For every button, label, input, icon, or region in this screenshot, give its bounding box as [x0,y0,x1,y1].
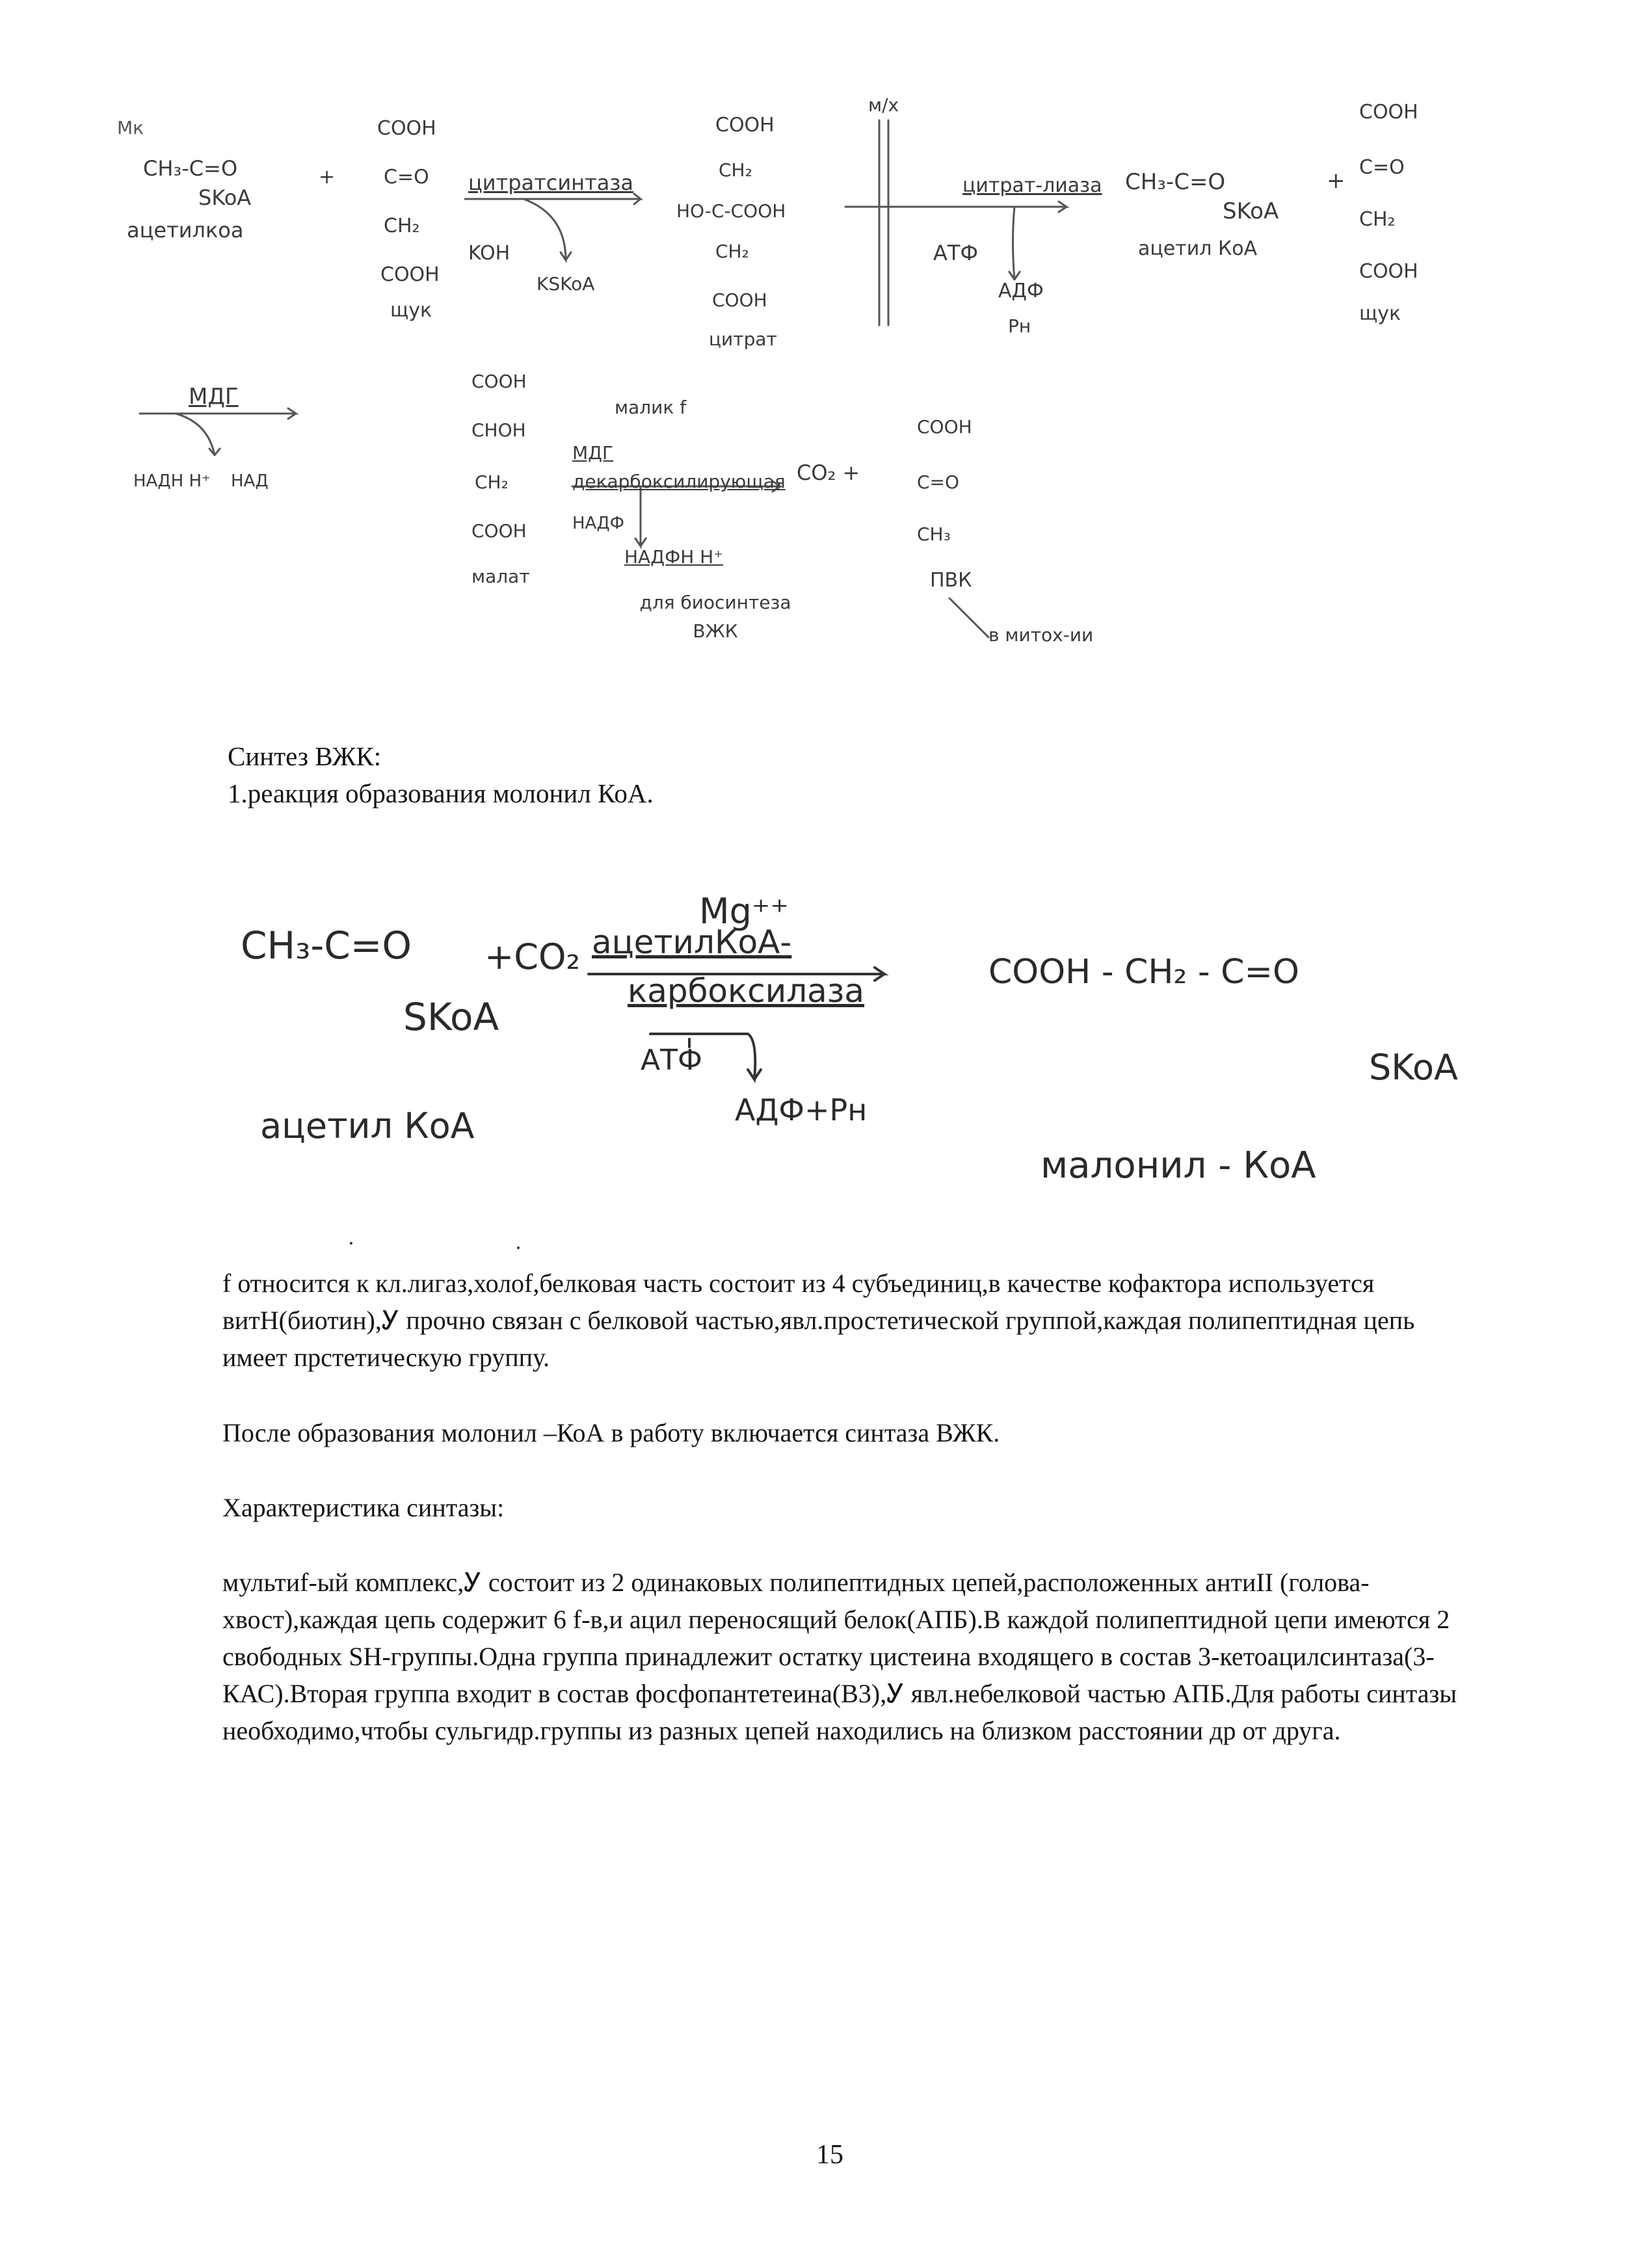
acetylcoa2-formula: CH₃-C=O [1125,169,1226,195]
paragraph-synthase-description: мультиf-ый комплекс,Ꭹ состоит из 2 одинаковых полипептидных цепей,расположенных антиII (голова-хвост),каждая цепь содержит 6 f-в,и ацил переносящий белок(АПБ).В каждой полипептидной цепи имеются 2 свободных SH-группы.Одна группа принадлежит остатку цистеина входящего в состав 3-кетоацилсинтаза(3-КАС).Вторая группа входит в состав фосфопантетеина(В3),Ꭹ явл.небелковой частью АПБ.Для работы синтазы необходимо,чтобы сульгидр.группы из разных цепей находились на близком расстоянии др от друга. [222,1568,1457,1745]
malate-line-2: CHOH [471,419,526,441]
enzyme-acetylcoa-carboxylase-1: ацетилКоА- [592,923,792,961]
enzyme-citrate-lyase: цитрат-лиаза [962,174,1102,197]
nadfh-label: НАДФН Н⁺ [624,546,723,568]
enzyme-acetylcoa-carboxylase-2: карбоксилаза [628,972,865,1010]
kskoa-label: KSKoA [537,273,595,295]
pyruvate-line-2: C=O [917,471,960,493]
oaa2-line-1: COOH [1359,101,1418,124]
plus-co2: +CO₂ [484,936,581,977]
reactant-formula: CH₃-C=O [241,923,412,968]
paragraph-enzyme-description: f относится к кл.лигаз,холоf,белковая часть состоит из 4 субъединиц,в качестве кофактора используется витН(биотин),Ꭹ прочно связан с белковой частью,явл.простетической группой,каждая полипептидная цепь имеет прстетическую группу. [222,1269,1415,1372]
acetylcoa2-name: ацетил КоА [1138,237,1258,260]
citrate-line-5: COOH [712,289,767,311]
reactant-skoa: SKoA [403,995,499,1039]
acetyl-name: ацетилкоа [127,218,244,243]
product-name: малонил - КоА [1041,1144,1316,1187]
mg-cofactor: Mg⁺⁺ [699,891,789,932]
malate-name: малат [471,566,530,587]
citrate-line-2: CH₂ [719,159,752,181]
adp-label-top: АДФ [998,280,1044,302]
mito-label: м/х [868,94,899,116]
adp-pn-label: АДФ+Pн [735,1092,868,1127]
malate-line-1: COOH [471,371,527,392]
oaa2-line-3: CH₂ [1359,208,1396,231]
citrate-name: цитрат [709,328,777,350]
pn-label-top: Рн [1008,315,1031,337]
pvk-label: ПВК [930,569,972,592]
plus-sign-1: + [319,166,336,189]
acetyl-mg-note: Мк [117,117,144,138]
acetylcoa2-skoa: SKoA [1223,198,1279,224]
oaa-line-4: COOH [380,263,440,286]
acetyl-skoa: SKoA [198,185,252,210]
oaa2-name: щук [1359,302,1401,325]
plus-sign-2: + [1327,168,1346,194]
reactant-name: ацетил КоА [260,1105,475,1146]
scan-speck [350,1242,352,1245]
nadh-label: НАДН Н⁺ [133,471,211,491]
malate-line-4: COOH [471,520,527,542]
product-formula: COOH - CH₂ - C=O [988,953,1299,992]
section-heading: Синтез ВЖК: [228,741,382,771]
oaa-name: щук [390,299,432,322]
product-skoa: SKoA [1369,1047,1458,1088]
mdg-label: МДГ [189,384,239,410]
oaa-line-2: C=O [384,166,429,189]
koh-label: KOH [468,242,510,265]
for-synthesis-label: для биосинтеза ВЖК [639,592,791,642]
nadf-label: НАДФ [572,514,625,533]
paragraph-synthase-heading: Характеристика синтазы: [222,1493,505,1522]
citrate-line-4: CH₂ [715,241,749,262]
oaa2-line-4: COOH [1359,260,1418,283]
nad-label: НАД [231,471,269,491]
acetyl-formula: CH₃-C=O [143,156,238,181]
paragraph-synthase-intro: После образования молонил –КоА в работу включается синтаза ВЖК. [222,1418,1000,1447]
pyruvate-line-1: COOH [917,416,972,438]
atp-label-top: АТФ [933,241,978,265]
pyruvate-line-3: CH₃ [917,523,951,545]
atp-label-mid: АТФ [641,1044,702,1077]
page-number: 15 [816,2140,843,2170]
citrate-line-3: HO-C-COOH [676,200,786,222]
step-1-heading: 1.реакция образования молонил КоА. [228,778,654,808]
scan-speck [517,1246,520,1249]
oaa-line-1: COOH [377,117,436,140]
enzyme-citrate-synthase: цитратсинтаза [468,170,633,195]
oaa-line-3: CH₂ [384,215,420,237]
enzyme-mdg-decarboxylating: МДГ декарбоксилирующая [572,442,786,492]
to-mito-label: в митох-ии [988,624,1094,646]
citrate-line-1: COOH [715,114,775,137]
oaa2-line-2: C=O [1359,156,1405,179]
malate-line-3: CH₂ [475,471,509,493]
co2-label: CO₂ + [797,460,860,485]
malik-f-label: малик f [615,397,687,418]
